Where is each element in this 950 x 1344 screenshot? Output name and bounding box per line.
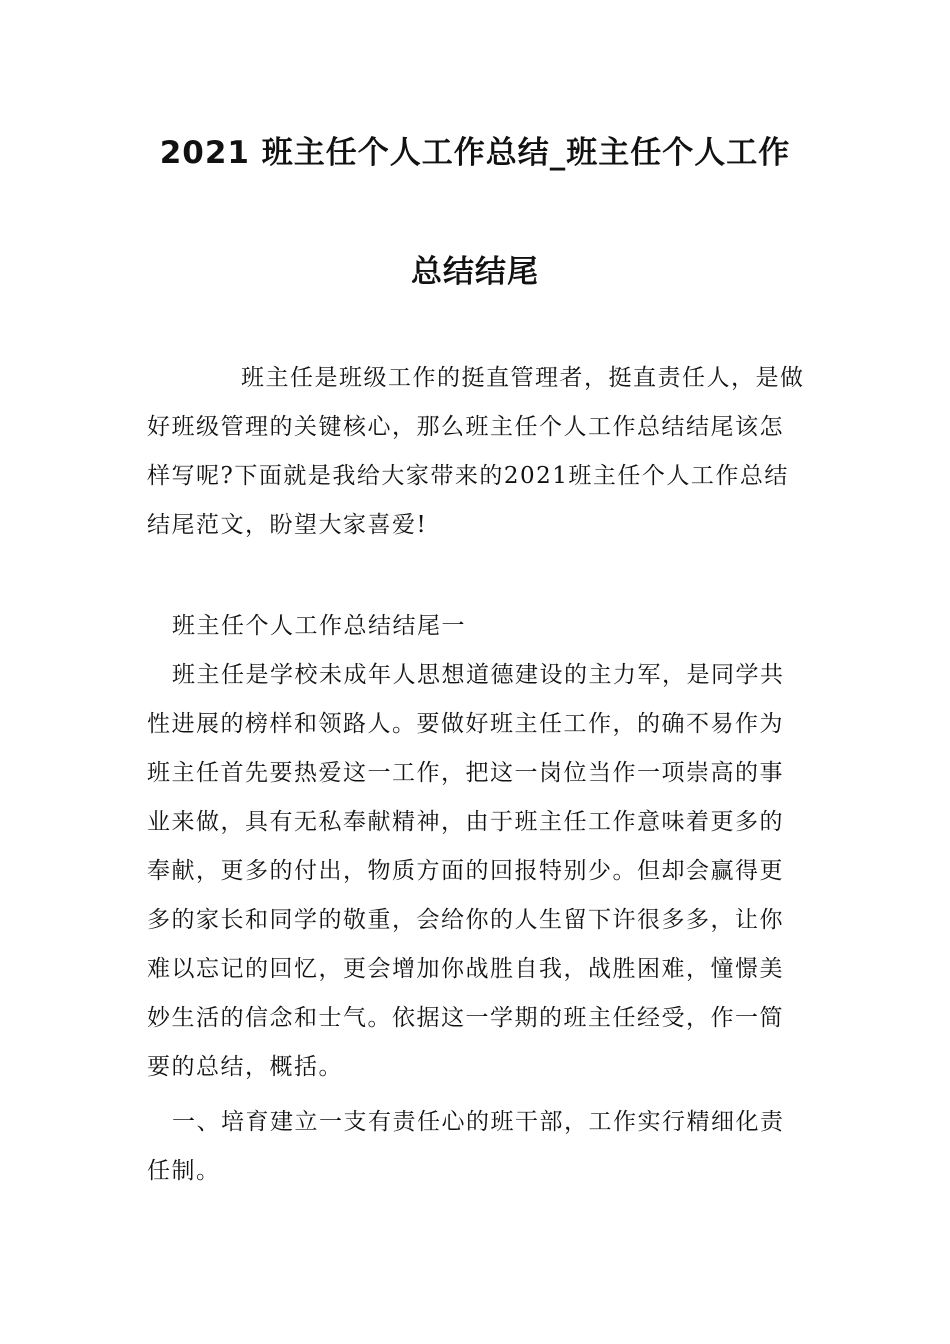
body-paragraph-1: 班主任是学校未成年人思想道德建设的主力军，是同学共性进展的榜样和领路人。要做好班主任工作，的确不易作为班主任首先要热爱这一工作，把这一岗位当作一项崇高的事业来做，具有无私奉献精神，由于班主任工作意味着更多的奉献，更多的付出，物质方面的回报特别少。但却会赢得更多的家长和同学的敬重，会给你的人生留下许很多多，让你难以忘记的回忆，更会增加你战胜自我，战胜困难，憧憬美妙生活的信念和士气。依据这一学期的班主任经受，作一简要的总结，概括。 xyxy=(147,662,785,1080)
document-title-line-2: 总结结尾 xyxy=(411,254,539,290)
body-paragraph-2: 一、培育建立一支有责任心的班干部，工作实行精细化责任制。 xyxy=(147,1109,785,1184)
intro-paragraph: 班主任是班级工作的挺直管理者，挺直责任人，是做好班级管理的关键核心，那么班主任个人工作总结结尾该怎样写呢?下面就是我给大家带来的2021班主任个人工作总结结尾范文，盼望大家喜爱! xyxy=(147,365,805,538)
section-heading: 班主任个人工作总结结尾一 xyxy=(172,613,466,639)
document-title-line-1: 2021 班主任个人工作总结_班主任个人工作 xyxy=(159,135,791,171)
